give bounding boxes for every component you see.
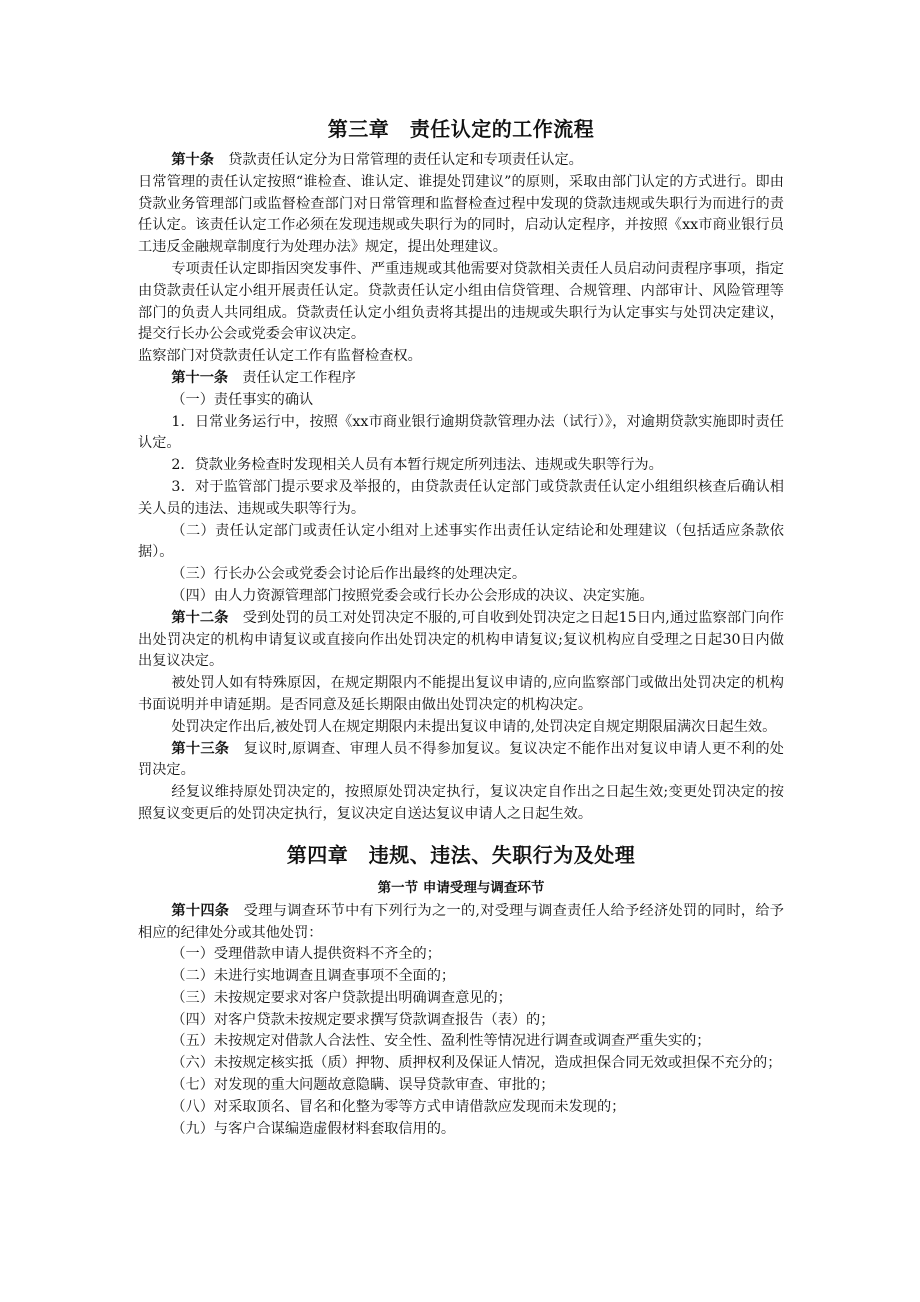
article-13-label: 第十三条 bbox=[171, 740, 230, 757]
article-11-text: 责任认定工作程序 bbox=[228, 369, 356, 386]
list-item: （二）未进行实地调查且调查事项不全面的； bbox=[171, 968, 456, 985]
article-11-label: 第十一条 bbox=[171, 369, 229, 386]
list-item: （三）未按规定要求对客户贷款提出明确调查意见的； bbox=[171, 989, 512, 1006]
paragraph-daily-management: 日常管理的责任认定按照“谁检查、谁认定、谁提处罚建议”的原则，采取由部门认定的方式进行。即由贷款业务管理部门或监督检查部门对日常管理和监督检查过程中发现的贷款违规或失职行为而进行的责任认定。该责任认定工作必须在发现违规或失职行为的同时，启动认定程序，并按照《xx市商业银行员工违反金融规章制度行为处理办法》规定，提出处理建议。 bbox=[138, 173, 784, 256]
article-10 bbox=[138, 150, 784, 172]
list-item: （五）未按规定对借款人合法性、安全性、盈利性等情况进行调查或调查严重失实的； bbox=[171, 1033, 711, 1050]
article-13-paragraph-2: 经复议维持原处罚决定的，按照原处罚决定执行，复议决定自作出之日起生效;变更处罚决定的按照复议变更后的处罚决定执行，复议决定自送达复议申请人之日起生效。 bbox=[138, 784, 784, 822]
item-4: （四）由人力资源管理部门按照党委会或行长办公会形成的决议、决定实施。 bbox=[171, 587, 654, 604]
article-12 bbox=[138, 608, 784, 673]
article-10-text: 贷款责任认定分为日常管理的责任认定和专项责任认定。 bbox=[213, 152, 583, 168]
item-3: （三）行长办公会或党委会讨论后作出最终的处理决定。 bbox=[171, 566, 527, 583]
list-item: （四）对客户贷款未按规定要求撰写贷款调查报告（表）的； bbox=[171, 1011, 555, 1028]
article-11 bbox=[138, 368, 784, 390]
article-12-paragraph-3: 处罚决定作出后,被处罚人在规定期限内未提出复议申请的,处罚决定自规定期限届满次日起生效。 bbox=[171, 718, 777, 735]
article-14-label: 第十四条 bbox=[171, 902, 230, 919]
item-1: （一）责任事实的确认 bbox=[171, 391, 314, 408]
article-12-label: 第十二条 bbox=[171, 609, 229, 626]
item-2: （二）责任认定部门或责任认定小组对上述事实作出责任认定结论和处理建议（包括适应条款依据）。 bbox=[138, 522, 784, 561]
paragraph-special-identification: 专项责任认定即指因突发事件、严重违规或其他需要对贷款相关责任人员启动问责程序事项，指定由贷款责任认定小组开展责任认定。贷款责任认定小组由信贷管理、合规管理、内部审计、风险管理等部门的负责人共同组成。贷款责任认定小组负责将其提出的违规或失职行为认定事实与处罚决定建议，提交行长办公会或党委会审议决定。 bbox=[138, 260, 784, 343]
article-13-text: 复议时,原调查、审理人员不得参加复议。复议决定不能作出对复议申请人更不利的处罚决定。 bbox=[138, 740, 784, 779]
article-10-label: 第十条 bbox=[171, 152, 214, 168]
list-item: （七）对发现的重大问题故意隐瞒、误导贷款审查、审批的； bbox=[171, 1077, 555, 1094]
section-1-title: 第一节 申请受理与调查环节 bbox=[377, 879, 545, 896]
article-14 bbox=[138, 901, 784, 945]
chapter-3-title: 第三章 责任认定的工作流程 bbox=[327, 117, 595, 141]
item-1-1: 1．日常业务运行中，按照《xx市商业银行逾期贷款管理办法（试行）》，对逾期贷款实施即时责任认定。 bbox=[138, 413, 784, 452]
list-item: （八）对采取顶名、冒名和化整为零等方式申请借款应发现而未发现的； bbox=[171, 1098, 626, 1115]
article-12-text: 受到处罚的员工对处罚决定不服的,可自收到处罚决定之日起15日内,通过监察部门向作出处罚决定的机构申请复议或直接向作出处罚决定的机构申请复议;复议机构应自受理之日起30日内做出复议决定。 bbox=[138, 609, 784, 670]
article-12-paragraph-2: 被处罚人如有特殊原因，在规定期限内不能提出复议申请的,应向监察部门或做出处罚决定的机构书面说明并申请延期。是否同意及延长期限由做出处罚决定的机构决定。 bbox=[138, 675, 784, 713]
list-item: （六）未按规定核实抵（质）押物、质押权利及保证人情况，造成担保合同无效或担保不充分的； bbox=[171, 1055, 782, 1072]
document-body bbox=[138, 112, 784, 1140]
list-item: （九）与客户合谋编造虚假材料套取信用的。 bbox=[171, 1120, 456, 1137]
article-14-text: 受理与调查环节中有下列行为之一的,对受理与调查责任人给予经济处罚的同时，给予相应的纪律处分或其他处罚： bbox=[138, 902, 784, 941]
paragraph-supervision: 监察部门对贷款责任认定工作有监督检查权。 bbox=[138, 348, 422, 365]
article-13 bbox=[138, 739, 784, 783]
list-item: （一）受理借款申请人提供资料不齐全的； bbox=[171, 946, 441, 963]
item-1-3: 3．对于监管部门提示要求及举报的，由贷款责任认定部门或贷款责任认定小组组织核查后确认相关人员的违法、违规或失职等行为。 bbox=[138, 478, 784, 517]
item-1-2: 2．贷款业务检查时发现相关人员有本暂行规定所列违法、违规或失职等行为。 bbox=[171, 457, 663, 474]
chapter-4-title: 第四章 违规、违法、失职行为及处理 bbox=[286, 842, 636, 867]
